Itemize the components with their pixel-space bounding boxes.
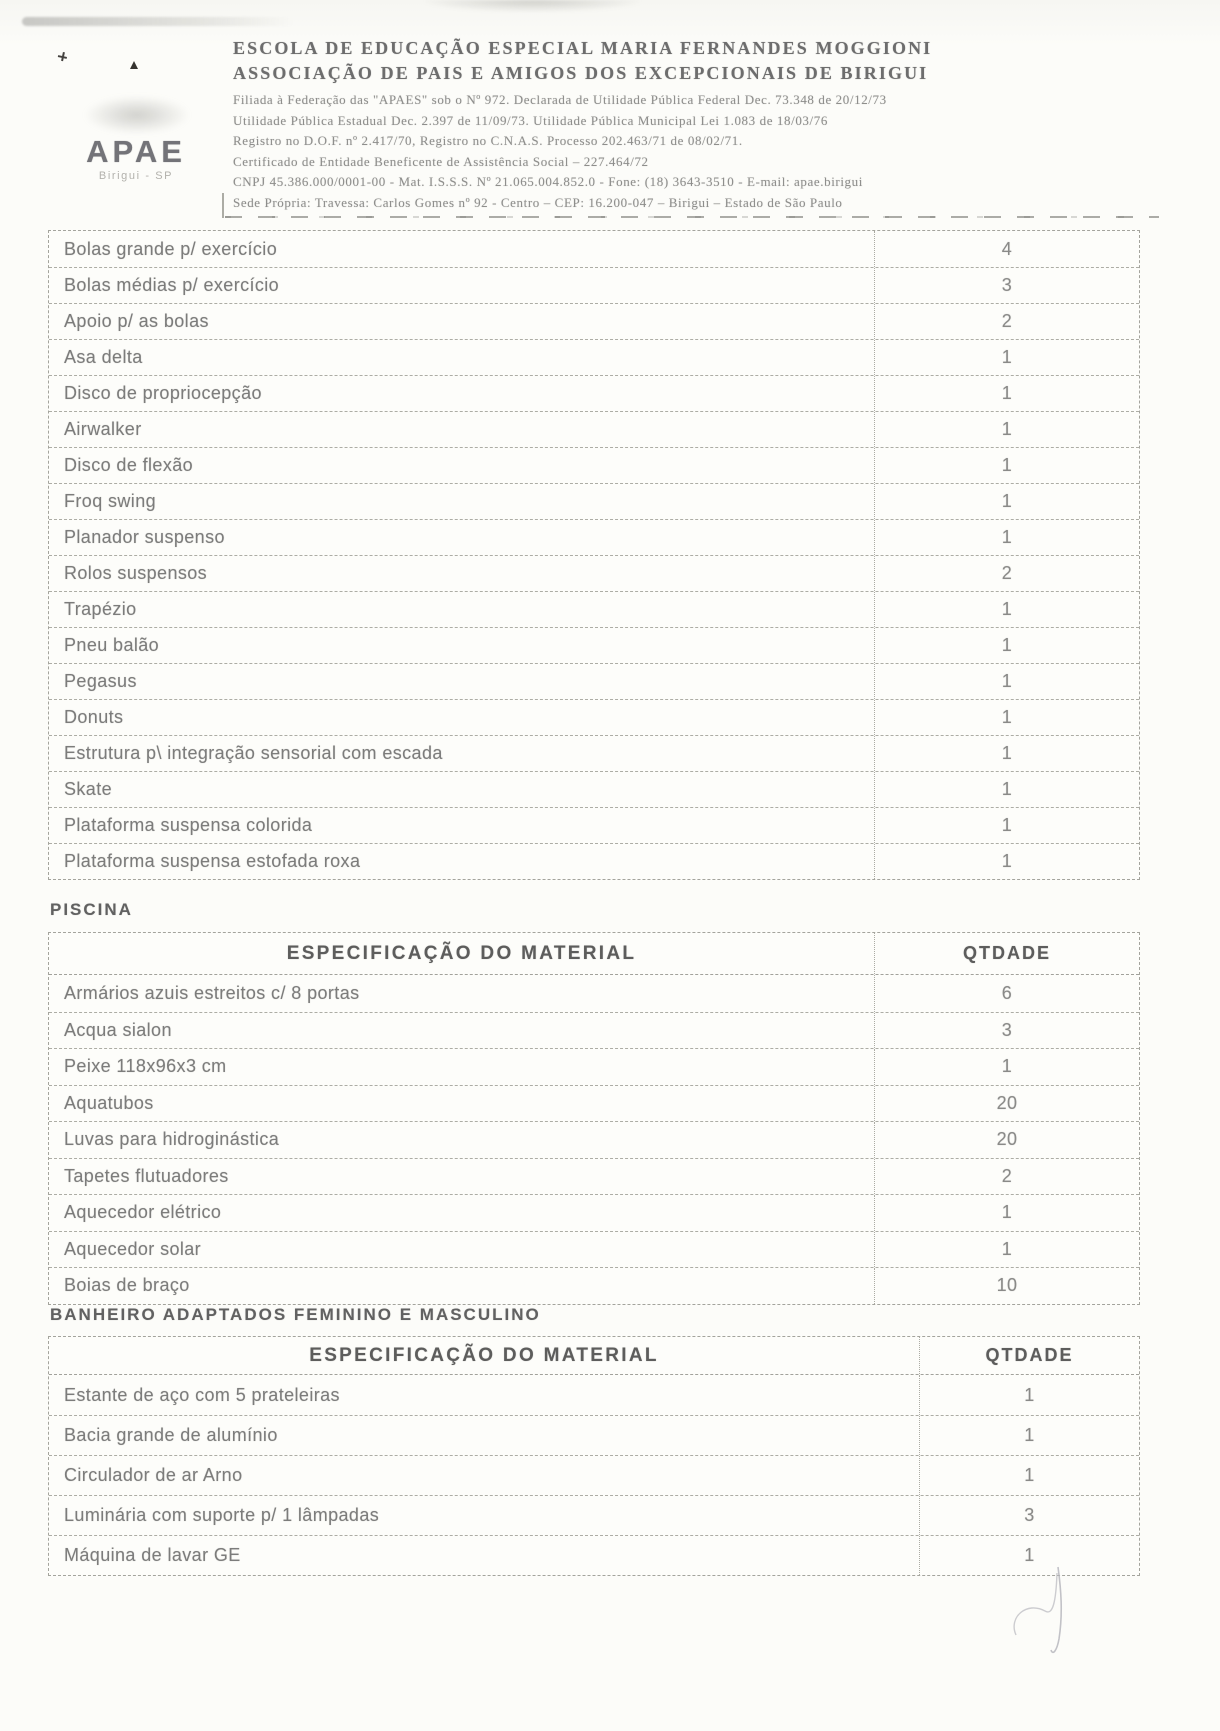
- quantity-cell: 2: [874, 304, 1139, 339]
- ink-mark-triangle-icon: [130, 61, 138, 69]
- quantity-cell: 1: [874, 772, 1139, 807]
- material-name-cell: Disco de propriocepção: [64, 383, 262, 403]
- material-name-cell: Pneu balão: [64, 635, 160, 655]
- quantity-cell: 1: [874, 448, 1139, 483]
- quantity-cell: 2: [874, 1159, 1139, 1195]
- quantity-cell: 10: [874, 1268, 1139, 1304]
- quantity-cell: 3: [919, 1496, 1139, 1535]
- header-underline-tick: [222, 193, 224, 218]
- material-name-cell: Peixe 118x96x3 cm: [64, 1056, 227, 1077]
- letterhead-detail-line: CNPJ 45.386.000/0001-00 - Mat. I.S.S.S. Nº 21.065.004.852.0 - Fone: (18) 3643-3510 - E-mail: apae.birigui: [233, 174, 863, 189]
- section-title-piscina: PISCINA: [50, 900, 133, 919]
- material-name-cell: Luvas para hidroginástica: [64, 1129, 280, 1150]
- material-name-cell: Circulador de ar Arno: [64, 1465, 243, 1485]
- quantity-cell: 3: [874, 268, 1139, 303]
- quantity-cell: 1: [874, 592, 1139, 627]
- scan-streak-top-left: [22, 17, 294, 26]
- material-name-cell: Bolas grande p/ exercício: [64, 238, 278, 259]
- inventory-table-banheiro: [48, 1336, 1140, 1576]
- column-header-qtdade: QTDADE: [919, 1337, 1139, 1374]
- quantity-cell: 1: [874, 340, 1139, 375]
- material-name-cell: Bolas médias p/ exercício: [64, 275, 280, 295]
- material-name-cell: Luminária com suporte p/ 1 lâmpadas: [64, 1505, 380, 1525]
- material-name-cell: Pegasus: [64, 671, 137, 691]
- material-name-cell: Máquina de lavar GE: [64, 1545, 241, 1565]
- pen-scribble-mark: [985, 1555, 1115, 1670]
- letterhead-detail-line: Utilidade Pública Estadual Dec. 2.397 de 11/09/73. Utilidade Pública Municipal Lei 1.083 de 18/03/76: [233, 112, 828, 128]
- table-row: [49, 843, 1139, 879]
- column-header-especificacao: ESPECIFICAÇÃO DO MATERIAL: [286, 942, 637, 964]
- table-row: [49, 1231, 1139, 1268]
- letterhead-detail-line: Certificado de Entidade Beneficente de Assistência Social – 227.464/72: [233, 153, 649, 169]
- material-name-cell: Trapézio: [64, 599, 137, 619]
- inventory-table-piscina: [48, 932, 1140, 1305]
- material-name-cell: Bacia grande de alumínio: [64, 1425, 278, 1445]
- material-name-cell: Planador suspenso: [64, 527, 225, 547]
- letterhead-details: [233, 90, 1103, 213]
- quantity-cell: 1: [874, 1049, 1139, 1085]
- table-row: [49, 1158, 1139, 1195]
- material-name-cell: Acqua sialon: [64, 1019, 172, 1040]
- quantity-cell: 1: [874, 1195, 1139, 1231]
- association-name: ASSOCIAÇÃO DE PAIS E AMIGOS DOS EXCEPCIONAIS DE BIRIGUI: [233, 63, 929, 83]
- table-row: [49, 1415, 1139, 1455]
- apae-emblem-faint-icon: [85, 96, 189, 134]
- ink-mark-cross-icon: [57, 51, 68, 62]
- table-row: [49, 771, 1139, 807]
- apae-logo: [57, 90, 215, 183]
- table-row: [49, 807, 1139, 843]
- material-name-cell: Tapetes flutuadores: [64, 1165, 229, 1186]
- section-title-banheiro: BANHEIRO ADAPTADOS FEMININO E MASCULINO: [50, 1305, 541, 1324]
- table-row: [49, 411, 1139, 447]
- table-row: [49, 231, 1139, 267]
- table-row: [49, 555, 1139, 591]
- letterhead: [233, 37, 1103, 213]
- quantity-cell: 1: [919, 1375, 1139, 1415]
- table-row: [49, 1012, 1139, 1049]
- table-row: [49, 1495, 1139, 1535]
- material-name-cell: Rolos suspensos: [64, 563, 208, 583]
- material-name-cell: Boias de braço: [64, 1275, 190, 1296]
- quantity-cell: 4: [874, 231, 1139, 267]
- material-name-cell: Airwalker: [64, 419, 142, 439]
- table-row: [49, 339, 1139, 375]
- table-row: [49, 483, 1139, 519]
- table-row: [49, 1048, 1139, 1085]
- quantity-cell: 1: [874, 844, 1139, 879]
- material-name-cell: Estrutura p\ integração sensorial com escada: [64, 743, 443, 763]
- material-name-cell: Aquecedor elétrico: [64, 1202, 222, 1223]
- table-header-row: [49, 933, 1139, 975]
- material-name-cell: Apoio p/ as bolas: [64, 311, 209, 331]
- quantity-cell: 1: [919, 1456, 1139, 1495]
- table-body: [49, 231, 1139, 879]
- table-row: [49, 1121, 1139, 1158]
- quantity-cell: 6: [874, 975, 1139, 1012]
- table-row: [49, 1267, 1139, 1304]
- table-row: [49, 663, 1139, 699]
- material-name-cell: Aquatubos: [64, 1092, 154, 1113]
- quantity-cell: 1: [874, 1232, 1139, 1268]
- table-row: [49, 1375, 1139, 1415]
- table-row: [49, 1085, 1139, 1122]
- table-row: [49, 627, 1139, 663]
- header-underline-dashes: [225, 216, 1159, 218]
- inventory-table-continuation: [48, 230, 1140, 880]
- material-name-cell: Disco de flexão: [64, 455, 194, 475]
- table-row: [49, 735, 1139, 771]
- scan-smudge-top: [425, 0, 640, 12]
- table-row: [49, 975, 1139, 1012]
- column-header-qtdade: QTDADE: [874, 933, 1139, 974]
- quantity-cell: 1: [874, 520, 1139, 555]
- letterhead-detail-line: Registro no D.O.F. nº 2.417/70, Registro no C.N.A.S. Processo 202.463/71 de 08/02/71.: [233, 133, 743, 148]
- school-name: ESCOLA DE EDUCAÇÃO ESPECIAL MARIA FERNANDES MOGGIONI: [233, 38, 933, 58]
- material-name-cell: Skate: [64, 779, 113, 799]
- quantity-cell: 1: [874, 664, 1139, 699]
- apae-logo-subtext: Birigui - SP: [98, 170, 174, 182]
- table-header-row: [49, 1337, 1139, 1375]
- material-name-cell: Estante de aço com 5 prateleiras: [64, 1384, 340, 1405]
- quantity-cell: 1: [874, 484, 1139, 519]
- material-name-cell: Aquecedor solar: [64, 1238, 202, 1259]
- table-row: [49, 1194, 1139, 1231]
- letterhead-detail-line: Filiada à Federação das "APAES" sob o Nº 972. Declarada de Utilidade Pública Federal Dec. 73.348 de 20/12/73: [233, 92, 887, 107]
- quantity-cell: 1: [874, 412, 1139, 447]
- quantity-cell: 2: [874, 556, 1139, 591]
- material-name-cell: Plataforma suspensa estofada roxa: [64, 851, 361, 871]
- material-name-cell: Donuts: [64, 707, 124, 727]
- quantity-cell: 1: [919, 1536, 1139, 1575]
- table-row: [49, 303, 1139, 339]
- table-row: [49, 699, 1139, 735]
- quantity-cell: 1: [874, 736, 1139, 771]
- quantity-cell: 1: [874, 628, 1139, 663]
- material-name-cell: Plataforma suspensa colorida: [64, 815, 313, 835]
- material-name-cell: Asa delta: [64, 347, 143, 367]
- quantity-cell: 1: [874, 808, 1139, 843]
- table-row: [49, 375, 1139, 411]
- material-name-cell: Froq swing: [64, 491, 157, 511]
- table-row: [49, 519, 1139, 555]
- quantity-cell: 20: [874, 1086, 1139, 1122]
- table-body: [49, 1375, 1139, 1575]
- apae-logo-text: APAE: [86, 134, 186, 169]
- quantity-cell: 1: [919, 1416, 1139, 1455]
- table-body: [49, 975, 1139, 1304]
- table-row: [49, 1455, 1139, 1495]
- table-row: [49, 447, 1139, 483]
- table-row: [49, 591, 1139, 627]
- quantity-cell: 1: [874, 376, 1139, 411]
- table-row: [49, 1535, 1139, 1575]
- quantity-cell: 1: [874, 700, 1139, 735]
- letterhead-detail-line: Sede Própria: Travessa: Carlos Gomes nº 92 - Centro – CEP: 16.200-047 – Birigui – Estado de São Paulo: [233, 194, 843, 210]
- table-row: [49, 267, 1139, 303]
- column-header-especificacao: ESPECIFICAÇÃO DO MATERIAL: [309, 1344, 659, 1366]
- material-name-cell: Armários azuis estreitos c/ 8 portas: [64, 982, 360, 1003]
- quantity-cell: 20: [874, 1122, 1139, 1158]
- quantity-cell: 3: [874, 1013, 1139, 1049]
